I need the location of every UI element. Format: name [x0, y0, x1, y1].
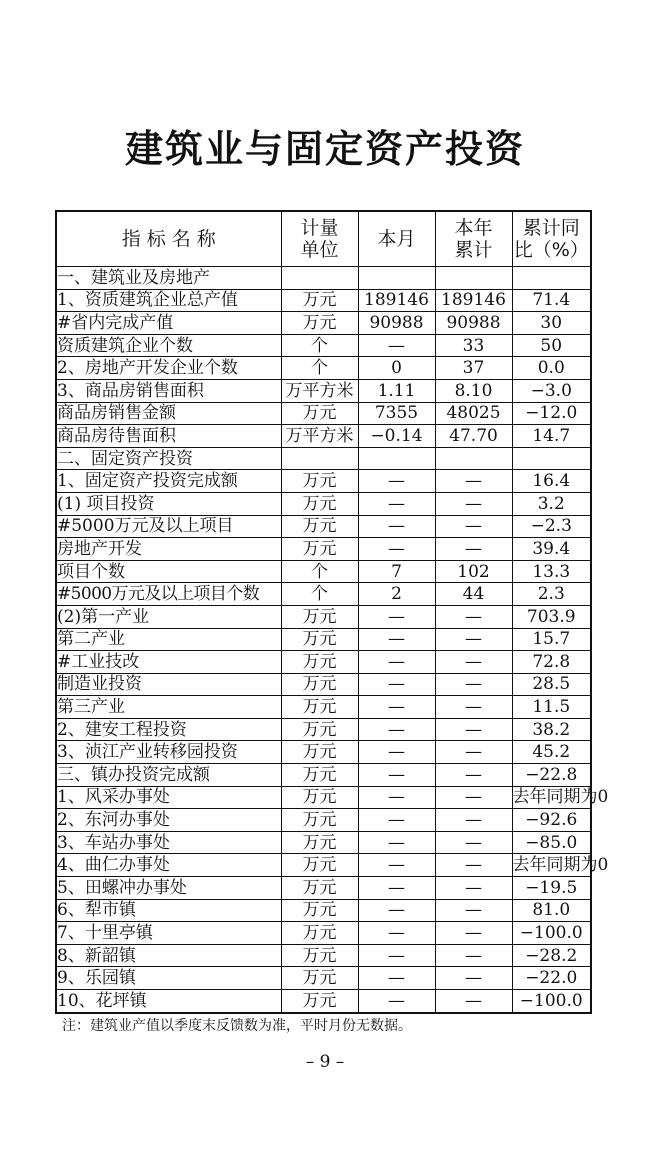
table-row: [56, 379, 591, 402]
ytd-cell: —: [435, 831, 512, 854]
unit-cell: 万元: [281, 470, 358, 493]
indicator-name: #5000万元及以上项目个数: [56, 583, 281, 606]
indicator-name: (2)第一产业: [56, 605, 281, 628]
indicator-name: 第三产业: [56, 696, 281, 719]
this-month-cell: —: [358, 515, 435, 538]
this-month-cell: —: [358, 651, 435, 674]
yoy-cell: −100.0: [512, 990, 591, 1013]
unit-cell: 万元: [281, 990, 358, 1013]
indicator-name: 二、固定资产投资: [56, 447, 281, 470]
unit-cell: 万元: [281, 515, 358, 538]
table-row: [56, 447, 591, 470]
indicator-name: 2、东河办事处: [56, 809, 281, 832]
indicator-name: 商品房销售金额: [56, 402, 281, 425]
ytd-cell: —: [435, 651, 512, 674]
this-month-cell: 7: [358, 560, 435, 583]
unit-cell: [281, 267, 358, 290]
this-month-cell: 189146: [358, 289, 435, 312]
this-month-cell: —: [358, 696, 435, 719]
table-body: [56, 267, 609, 1013]
table-row: [56, 764, 591, 787]
ytd-cell: —: [435, 492, 512, 515]
this-month-cell: —: [358, 990, 435, 1013]
ytd-cell: —: [435, 605, 512, 628]
table-row: [56, 809, 591, 832]
indicator-name: 2、建安工程投资: [56, 718, 281, 741]
ytd-cell: —: [435, 944, 512, 967]
unit-cell: 万元: [281, 854, 358, 877]
table-row: [56, 605, 591, 628]
yoy-cell: 去年同期为0: [512, 855, 609, 876]
table-row: [56, 515, 591, 538]
indicator-name: (1) 项目投资: [56, 492, 281, 515]
table-row: [56, 470, 591, 493]
indicator-name: 3、商品房销售面积: [56, 379, 281, 402]
indicator-name: 2、房地产开发企业个数: [56, 357, 281, 380]
yoy-cell: 38.2: [512, 718, 591, 741]
unit-cell: 万元: [281, 944, 358, 967]
ytd-cell: 37: [435, 357, 512, 380]
unit-cell: 个: [281, 583, 358, 606]
yoy-cell: 50: [512, 334, 591, 357]
yoy-cell: −92.6: [512, 809, 591, 832]
this-month-cell: —: [358, 764, 435, 787]
unit-cell: 万元: [281, 899, 358, 922]
this-month-cell: —: [358, 877, 435, 900]
header-ytd: 本年 累计: [435, 211, 512, 267]
this-month-cell: —: [358, 673, 435, 696]
ytd-cell: —: [435, 922, 512, 945]
table-row: [56, 741, 591, 764]
this-month-cell: 1.11: [358, 379, 435, 402]
this-month-cell: 2: [358, 583, 435, 606]
table-row: [56, 425, 591, 448]
yoy-cell: 3.2: [512, 492, 591, 515]
table-row: [56, 718, 591, 741]
unit-cell: 万元: [281, 809, 358, 832]
yoy-cell: −3.0: [512, 379, 591, 402]
this-month-cell: 0: [358, 357, 435, 380]
ytd-cell: —: [435, 538, 512, 561]
table-row: [56, 877, 591, 900]
ytd-cell: 8.10: [435, 379, 512, 402]
unit-cell: 个: [281, 334, 358, 357]
ytd-cell: —: [435, 470, 512, 493]
ytd-cell: —: [435, 764, 512, 787]
yoy-cell: −22.0: [512, 967, 591, 990]
this-month-cell: —: [358, 786, 435, 809]
indicator-name: 10、花坪镇: [56, 990, 281, 1013]
ytd-cell: 44: [435, 583, 512, 606]
yoy-cell: 45.2: [512, 741, 591, 764]
ytd-cell: —: [435, 899, 512, 922]
unit-cell: 万元: [281, 289, 358, 312]
indicator-name: 7、十里亭镇: [56, 922, 281, 945]
ytd-cell: —: [435, 967, 512, 990]
page-number: – 9 –: [305, 1052, 345, 1072]
table-row: [56, 990, 591, 1013]
ytd-cell: —: [435, 628, 512, 651]
ytd-cell: —: [435, 696, 512, 719]
yoy-cell: 13.3: [512, 560, 591, 583]
this-month-cell: —: [358, 831, 435, 854]
unit-cell: 万元: [281, 651, 358, 674]
ytd-cell: —: [435, 673, 512, 696]
yoy-cell: 14.7: [512, 425, 591, 448]
this-month-cell: —: [358, 538, 435, 561]
ytd-cell: 33: [435, 334, 512, 357]
header-this-month: 本月: [358, 211, 435, 267]
unit-cell: 万平方米: [281, 379, 358, 402]
this-month-cell: —: [358, 741, 435, 764]
header-unit: 计量 单位: [281, 211, 358, 267]
this-month-cell: —: [358, 944, 435, 967]
header-indicator-name: 指 标 名 称: [56, 211, 281, 267]
yoy-cell: [512, 447, 591, 470]
this-month-cell: [358, 447, 435, 470]
unit-cell: 万元: [281, 492, 358, 515]
indicator-name: 第二产业: [56, 628, 281, 651]
this-month-cell: 90988: [358, 312, 435, 335]
indicator-name: #工业技改: [56, 651, 281, 674]
table-row: [56, 854, 591, 877]
ytd-cell: —: [435, 718, 512, 741]
ytd-cell: 102: [435, 560, 512, 583]
table-row: [56, 651, 591, 674]
unit-cell: 万元: [281, 741, 358, 764]
this-month-cell: —: [358, 854, 435, 877]
indicator-name: #5000万元及以上项目: [56, 515, 281, 538]
unit-cell: 万元: [281, 967, 358, 990]
yoy-cell: 0.0: [512, 357, 591, 380]
yoy-cell: 15.7: [512, 628, 591, 651]
ytd-cell: —: [435, 741, 512, 764]
indicator-name: 项目个数: [56, 560, 281, 583]
this-month-cell: 7355: [358, 402, 435, 425]
yoy-cell: 30: [512, 312, 591, 335]
table-row: [56, 560, 591, 583]
this-month-cell: −0.14: [358, 425, 435, 448]
table-row: [56, 402, 591, 425]
ytd-cell: —: [435, 515, 512, 538]
yoy-cell: 11.5: [512, 696, 591, 719]
indicator-name: 4、曲仁办事处: [56, 854, 281, 877]
statistics-table: [55, 210, 609, 1014]
indicator-name: 1、资质建筑企业总产值: [56, 289, 281, 312]
table-row: [56, 628, 591, 651]
yoy-cell: 去年同期为0: [512, 787, 609, 808]
this-month-cell: —: [358, 605, 435, 628]
ytd-cell: [435, 267, 512, 290]
indicator-name: 3、车站办事处: [56, 831, 281, 854]
ytd-cell: —: [435, 854, 512, 877]
header-yoy: 累计同 比（%）: [512, 211, 591, 267]
table-row: [56, 944, 591, 967]
this-month-cell: —: [358, 334, 435, 357]
unit-cell: 万元: [281, 538, 358, 561]
yoy-cell: 16.4: [512, 470, 591, 493]
ytd-cell: —: [435, 809, 512, 832]
indicator-name: 一、建筑业及房地产: [56, 267, 281, 290]
yoy-cell: 72.8: [512, 651, 591, 674]
table-row: [56, 538, 591, 561]
unit-cell: 万元: [281, 831, 358, 854]
unit-cell: 万元: [281, 786, 358, 809]
this-month-cell: —: [358, 492, 435, 515]
table-row: [56, 334, 591, 357]
footnote: 注：建筑业产值以季度末反馈数为准，平时月份无数据。: [62, 1018, 412, 1034]
yoy-cell: −100.0: [512, 922, 591, 945]
table-row: [56, 922, 591, 945]
indicator-name: 5、田螺冲办事处: [56, 877, 281, 900]
yoy-cell: −19.5: [512, 877, 591, 900]
indicator-name: #省内完成产值: [56, 312, 281, 335]
unit-cell: 万元: [281, 696, 358, 719]
table-row: [56, 289, 591, 312]
indicator-name: 9、乐园镇: [56, 967, 281, 990]
yoy-cell: 2.3: [512, 583, 591, 606]
table-header-row: [56, 211, 591, 267]
unit-cell: [281, 447, 358, 470]
table-row: [56, 267, 591, 290]
this-month-cell: —: [358, 470, 435, 493]
unit-cell: 万元: [281, 402, 358, 425]
this-month-cell: —: [358, 718, 435, 741]
unit-cell: 万元: [281, 718, 358, 741]
table-row: [56, 492, 591, 515]
indicator-name: 制造业投资: [56, 673, 281, 696]
indicator-name: 6、犁市镇: [56, 899, 281, 922]
table-row: [56, 583, 591, 606]
ytd-cell: —: [435, 877, 512, 900]
yoy-cell: [512, 267, 591, 290]
unit-cell: 万元: [281, 628, 358, 651]
yoy-cell: 71.4: [512, 289, 591, 312]
yoy-cell: 81.0: [512, 899, 591, 922]
indicator-name: 8、新韶镇: [56, 944, 281, 967]
ytd-cell: 47.70: [435, 425, 512, 448]
yoy-cell: −12.0: [512, 402, 591, 425]
table-row: [56, 899, 591, 922]
yoy-cell: 703.9: [512, 605, 591, 628]
table-row: [56, 786, 591, 809]
indicator-name: 三、镇办投资完成额: [56, 764, 281, 787]
yoy-cell: −85.0: [512, 831, 591, 854]
this-month-cell: —: [358, 922, 435, 945]
unit-cell: 个: [281, 357, 358, 380]
unit-cell: 万元: [281, 922, 358, 945]
yoy-cell: 39.4: [512, 538, 591, 561]
yoy-cell: −22.8: [512, 764, 591, 787]
unit-cell: 万元: [281, 877, 358, 900]
unit-cell: 个: [281, 560, 358, 583]
indicator-name: 资质建筑企业个数: [56, 334, 281, 357]
indicator-name: 3、浈江产业转移园投资: [56, 741, 281, 764]
page-title: 建筑业与固定资产投资: [124, 126, 525, 171]
ytd-cell: 48025: [435, 402, 512, 425]
yoy-cell: −28.2: [512, 944, 591, 967]
indicator-name: 房地产开发: [56, 538, 281, 561]
this-month-cell: —: [358, 628, 435, 651]
yoy-cell: −2.3: [512, 515, 591, 538]
this-month-cell: [358, 267, 435, 290]
unit-cell: 万元: [281, 312, 358, 335]
table-row: [56, 831, 591, 854]
unit-cell: 万平方米: [281, 425, 358, 448]
table-row: [56, 673, 591, 696]
this-month-cell: —: [358, 809, 435, 832]
ytd-cell: —: [435, 990, 512, 1013]
this-month-cell: —: [358, 899, 435, 922]
ytd-cell: [435, 447, 512, 470]
unit-cell: 万元: [281, 673, 358, 696]
ytd-cell: 189146: [435, 289, 512, 312]
ytd-cell: —: [435, 786, 512, 809]
indicator-name: 商品房待售面积: [56, 425, 281, 448]
yoy-cell: 28.5: [512, 673, 591, 696]
table-row: [56, 696, 591, 719]
ytd-cell: 90988: [435, 312, 512, 335]
table-row: [56, 312, 591, 335]
unit-cell: 万元: [281, 764, 358, 787]
indicator-name: 1、风采办事处: [56, 786, 281, 809]
table-row: [56, 357, 591, 380]
unit-cell: 万元: [281, 605, 358, 628]
this-month-cell: —: [358, 967, 435, 990]
table-row: [56, 967, 591, 990]
indicator-name: 1、固定资产投资完成额: [56, 470, 281, 493]
